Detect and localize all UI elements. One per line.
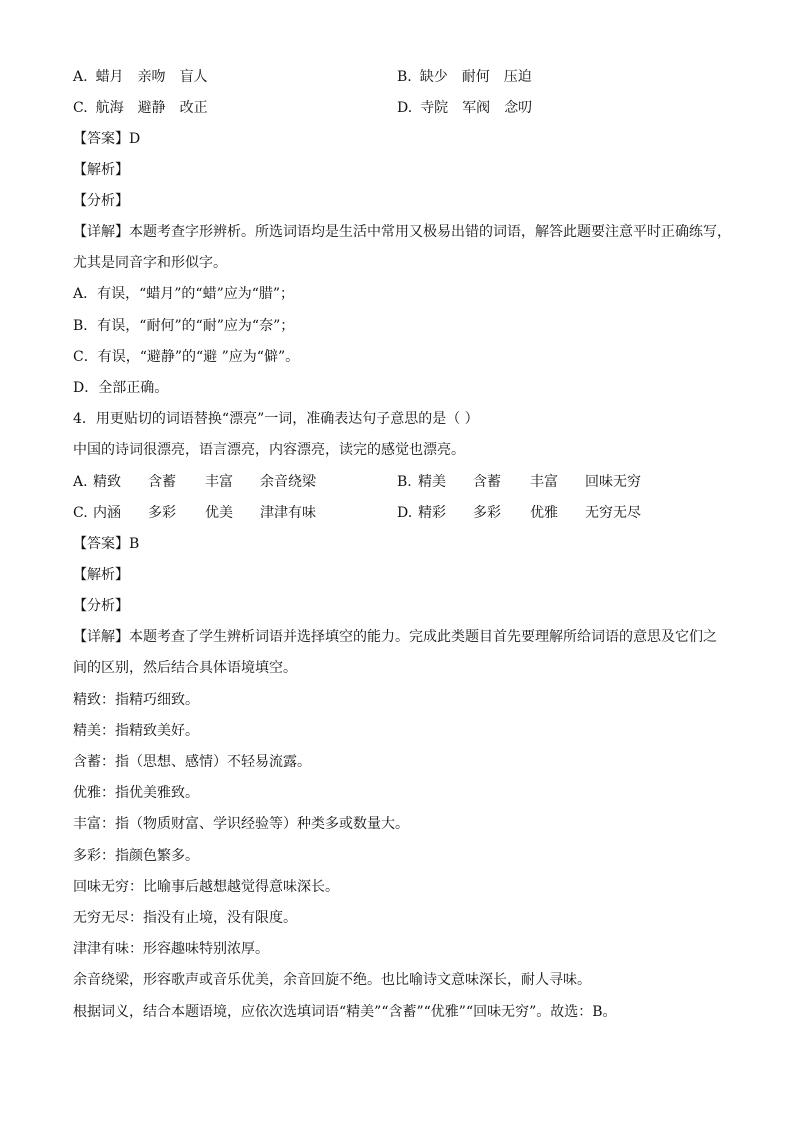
option-word: 避静: [137, 100, 166, 116]
q4-definition: 精美：指精致美好。: [73, 723, 199, 739]
option-word: 军阀: [462, 100, 491, 116]
q3-note-b: B．有误，“耐何”的“耐”应为“奈”；: [73, 318, 295, 334]
option-word: 内涵: [93, 505, 121, 521]
q3-option-row-2: [73, 98, 723, 118]
q3-note-a: A．有误，“蜡月”的“蜡”应为“腊”；: [73, 286, 295, 302]
q4-option-row-2: [73, 503, 723, 523]
option-word: 丰富: [530, 474, 558, 490]
option-letter: A.: [73, 69, 88, 85]
option-word: 回味无穷: [585, 474, 641, 490]
option-letter: B.: [397, 474, 412, 490]
q4-definition: 丰富：指（物质财富、学识经验等）种类多或数量大。: [73, 816, 409, 832]
q4-definition: 回味无穷：比喻事后越想越觉得意味深长。: [73, 879, 339, 895]
option-word: 优雅: [530, 505, 558, 521]
option-word: 盲人: [179, 69, 208, 85]
q4-definition: 含蓄：指（思想、感情）不轻易流露。: [73, 754, 311, 770]
q4-definition: 优雅：指优美雅致。: [73, 785, 199, 801]
option-letter: D.: [397, 100, 413, 116]
q3-detail-line-2: 尤其是同音字和形似字。: [73, 255, 227, 271]
option-word: 含蓄: [148, 474, 176, 490]
q4-detail-line-2: 间的区别，然后结合具体语境填空。: [73, 660, 297, 676]
q4-definition: 余音绕梁，形容歌声或音乐优美，余音回旋不绝。也比喻诗文意味深长，耐人寻味。: [73, 972, 591, 988]
q4-definition: 精致：指精巧细致。: [73, 692, 199, 708]
option-letter: A.: [73, 474, 88, 490]
option-word: 航海: [95, 100, 124, 116]
q4-detail-line-1: 【详解】本题考查了学生辨析词语并选择填空的能力。完成此类题目首先要理解所给词语的意思及它们之: [73, 629, 717, 645]
option-letter: B.: [397, 69, 412, 85]
q4-sentence: 中国的诗词很漂亮，语言漂亮，内容漂亮，读完的感觉也漂亮。: [73, 442, 465, 458]
option-word: 多彩: [148, 505, 176, 521]
option-letter: C.: [73, 100, 88, 116]
q3-breakdown-heading: 【分析】: [73, 193, 129, 209]
q4-definition: 多彩：指颜色繁多。: [73, 848, 199, 864]
option-word: 蜡月: [95, 69, 124, 85]
q3-analysis-heading: 【解析】: [73, 162, 129, 178]
option-word: 精彩: [418, 505, 446, 521]
option-word: 余音绕梁: [260, 474, 316, 490]
option-word: 精美: [418, 474, 446, 490]
q4-definition: 津津有味：形容趣味特别浓厚。: [73, 941, 269, 957]
q3-note-d: D．全部正确。: [73, 380, 169, 396]
option-word: 压迫: [503, 69, 532, 85]
option-word: 缺少: [419, 69, 448, 85]
q3-option-a: [73, 67, 208, 87]
q3-answer: 【答案】D: [73, 131, 141, 147]
q3-note-c: C．有误，“避静”的“避 ”应为“僻”。: [73, 349, 300, 365]
q4-analysis-heading: 【解析】: [73, 567, 129, 583]
option-word: 无穷无尽: [585, 505, 641, 521]
option-letter: C.: [73, 505, 88, 521]
q4-option-row-1: [73, 472, 723, 492]
q3-option-d: [397, 98, 532, 118]
q4-question-stem: 4．用更贴切的词语替换“漂亮”一词，准确表达句子意思的是（ ）: [73, 411, 479, 427]
option-word: 含蓄: [473, 474, 501, 490]
option-word: 念叨: [504, 100, 533, 116]
q4-definition: 无穷无尽：指没有止境，没有限度。: [73, 910, 297, 926]
option-word: 津津有味: [260, 505, 316, 521]
option-word: 耐何: [461, 69, 490, 85]
option-word: 改正: [179, 100, 208, 116]
q3-option-row-1: [73, 67, 723, 87]
option-word: 多彩: [473, 505, 501, 521]
option-word: 优美: [205, 505, 233, 521]
q3-option-c: [73, 98, 208, 118]
q4-breakdown-heading: 【分析】: [73, 598, 129, 614]
option-word: 丰富: [205, 474, 233, 490]
q3-option-b: [397, 67, 532, 87]
option-word: 亲吻: [137, 69, 166, 85]
option-word: 寺院: [420, 100, 449, 116]
q3-detail-line-1: 【详解】本题考查字形辨析。所选词语均是生活中常用又极易出错的词语，解答此题要注意平时正确练写，: [73, 224, 731, 240]
q4-conclusion: 根据词义，结合本题语境，应依次选填词语“精美”“含蓄”“优雅”“回味无穷”。故选：B。: [73, 1004, 617, 1020]
option-word: 精致: [93, 474, 121, 490]
option-letter: D.: [397, 505, 413, 521]
q4-answer: 【答案】B: [73, 536, 140, 552]
